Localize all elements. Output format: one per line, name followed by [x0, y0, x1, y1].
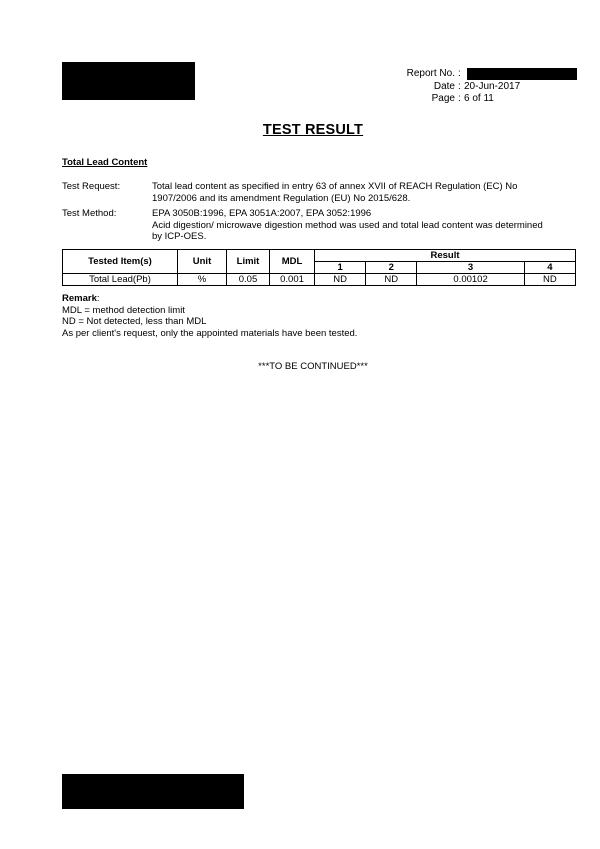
table-header-row [63, 250, 576, 262]
redacted-footer-block [62, 774, 244, 809]
test-request-text: Total lead content as specified in entry 63 of annex XVII of REACH Regulation (EC) No 1907/2006 and its amendment Regulation (EU) No 2015/628. [152, 181, 518, 204]
cell-result-1: ND [315, 274, 366, 286]
date-label: Date [433, 80, 455, 92]
redacted-logo-block [62, 62, 195, 100]
remark-line-client: As per client's request, only the appointed materials have been tested. [62, 327, 358, 339]
cell-item: Total Lead(Pb) [63, 274, 178, 286]
test-method-label: Test Method: [62, 208, 117, 219]
report-no-colon: : [458, 68, 461, 79]
cell-result-3: 0.00102 [417, 274, 524, 286]
header-unit: Unit [178, 250, 227, 274]
remark-line-mdl: MDL = method detection limit [62, 304, 185, 316]
cell-unit: % [178, 274, 227, 286]
page-label: Page [431, 93, 455, 104]
report-meta [398, 68, 577, 106]
report-no-label: Report No. [406, 68, 455, 79]
header-tested-items: Tested Item(s) [63, 250, 178, 274]
cell-mdl: 0.001 [270, 274, 315, 286]
results-table [62, 249, 576, 286]
to-be-continued: ***TO BE CONTINUED*** [258, 361, 368, 372]
header-result-4: 4 [524, 262, 575, 274]
test-method-text [152, 208, 544, 243]
remark-colon: : [96, 293, 100, 304]
test-method-line1: EPA 3050B:1996, EPA 3051A:2007, EPA 3052:1996 [152, 208, 372, 219]
section-heading: Total Lead Content [62, 157, 148, 168]
date-row [398, 81, 577, 94]
header-result-1: 1 [315, 262, 366, 274]
header-result-2: 2 [366, 262, 417, 274]
header-result-3: 3 [417, 262, 524, 274]
test-method-line2: Acid digestion/ microwave digestion method was used and total lead content was determined by ICP-OES. [152, 219, 543, 242]
page-colon: : [458, 93, 461, 104]
page-title: TEST RESULT [262, 122, 364, 138]
remark-block [62, 293, 357, 339]
date-value: 20-Jun-2017 [464, 80, 521, 92]
test-request [62, 181, 544, 204]
page-value: 6 of 11 [464, 93, 494, 104]
date-colon: : [458, 80, 461, 92]
redacted-report-number [467, 68, 577, 80]
remark-line-nd: ND = Not detected, less than MDL [62, 316, 207, 327]
table-row [63, 274, 576, 286]
header-mdl: MDL [270, 250, 315, 274]
test-request-label: Test Request: [62, 181, 121, 192]
cell-result-4: ND [524, 274, 575, 286]
remark-heading: Remark [62, 293, 97, 304]
test-method [62, 208, 544, 243]
report-no-row [398, 68, 577, 81]
cell-result-2: ND [366, 274, 417, 286]
cell-limit: 0.05 [227, 274, 270, 286]
page-row [398, 93, 577, 106]
remark-heading-line [62, 293, 357, 305]
header-limit: Limit [227, 250, 270, 274]
header-result: Result [315, 250, 576, 262]
